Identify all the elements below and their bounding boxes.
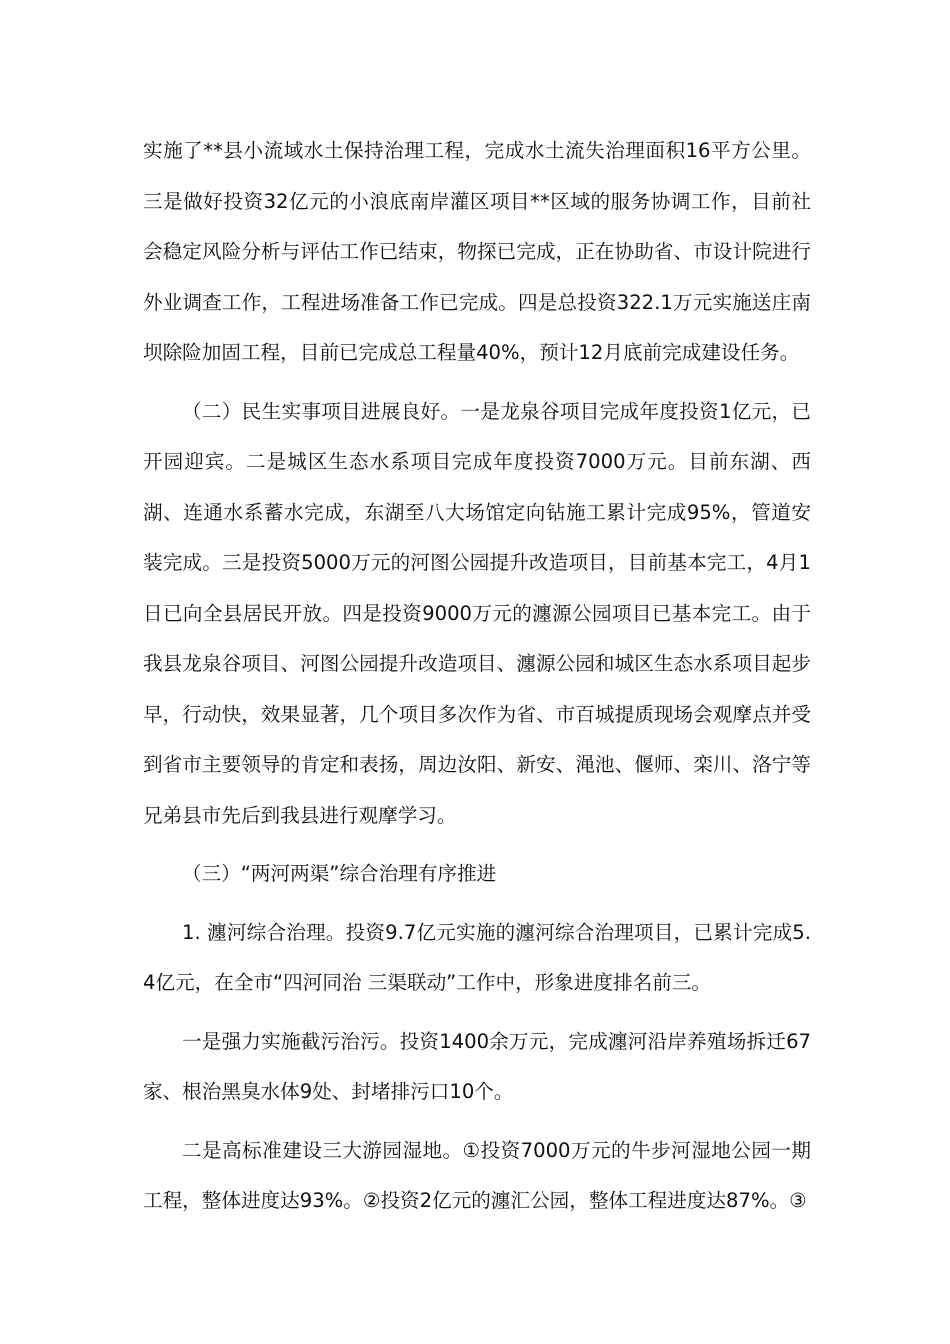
paragraph-continuation: 实施了**县小流域水土保持治理工程，完成水土流失治理面积16平方公里。三是做好投资32亿元的小浪底南岸灌区项目**区域的服务协调工作，目前社会稳定风险分析与评估工作已结束，物探已完成，正在协助省、市设计院进行外业调查工作，工程进场准备工作已完成。四是总投资322.1万元实施送庄南坝除险加固工程，目前已完成总工程量40%，预计12月底前完成建设任务。	[143, 139, 811, 364]
paragraph-livelihood-projects: （二）民生实事项目进展良好。一是龙泉谷项目完成年度投资1亿元，已开园迎宾。二是城区生态水系项目完成年度投资7000万元。目前东湖、西湖、连通水系蓄水完成，东湖至八大场馆定向钻施工累计完成95%，管道安装完成。三是投资5000万元的河图公园提升改造项目，目前基本完工，4月1日已向全县居民开放。四是投资9000万元的瀍源公园项目已基本完工。由于我县龙泉谷项目、河图公园提升改造项目、瀍源公园和城区生态水系项目起步早，行动快，效果显著，几个项目多次作为省、市百城提质现场会观摩点并受到省市主要领导的肯定和表扬，周边汝阳、新安、渑池、偃师、栾川、洛宁等兄弟县市先后到我县进行观摩学习。	[143, 399, 811, 827]
section-heading-two-rivers: （三）“两河两渠”综合治理有序推进	[182, 862, 497, 885]
paragraph-chanhe-governance: 1. 瀍河综合治理。投资9.7亿元实施的瀍河综合治理项目，已累计完成5.4亿元，在全市“四河同治 三渠联动”工作中，形象进度排名前三。	[143, 920, 811, 994]
document-body	[143, 126, 811, 1235]
paragraph-wetland-parks: 二是高标准建设三大游园湿地。①投资7000万元的牛步河湿地公园一期工程，整体进度达93%。②投资2亿元的瀍汇公园，整体工程进度达87%。③	[143, 1138, 811, 1212]
paragraph-pollution-control: 一是强力实施截污治污。投资1400余万元，完成瀍河沿岸养殖场拆迁67家、根治黑臭水体9处、封堵排污口10个。	[143, 1029, 811, 1103]
